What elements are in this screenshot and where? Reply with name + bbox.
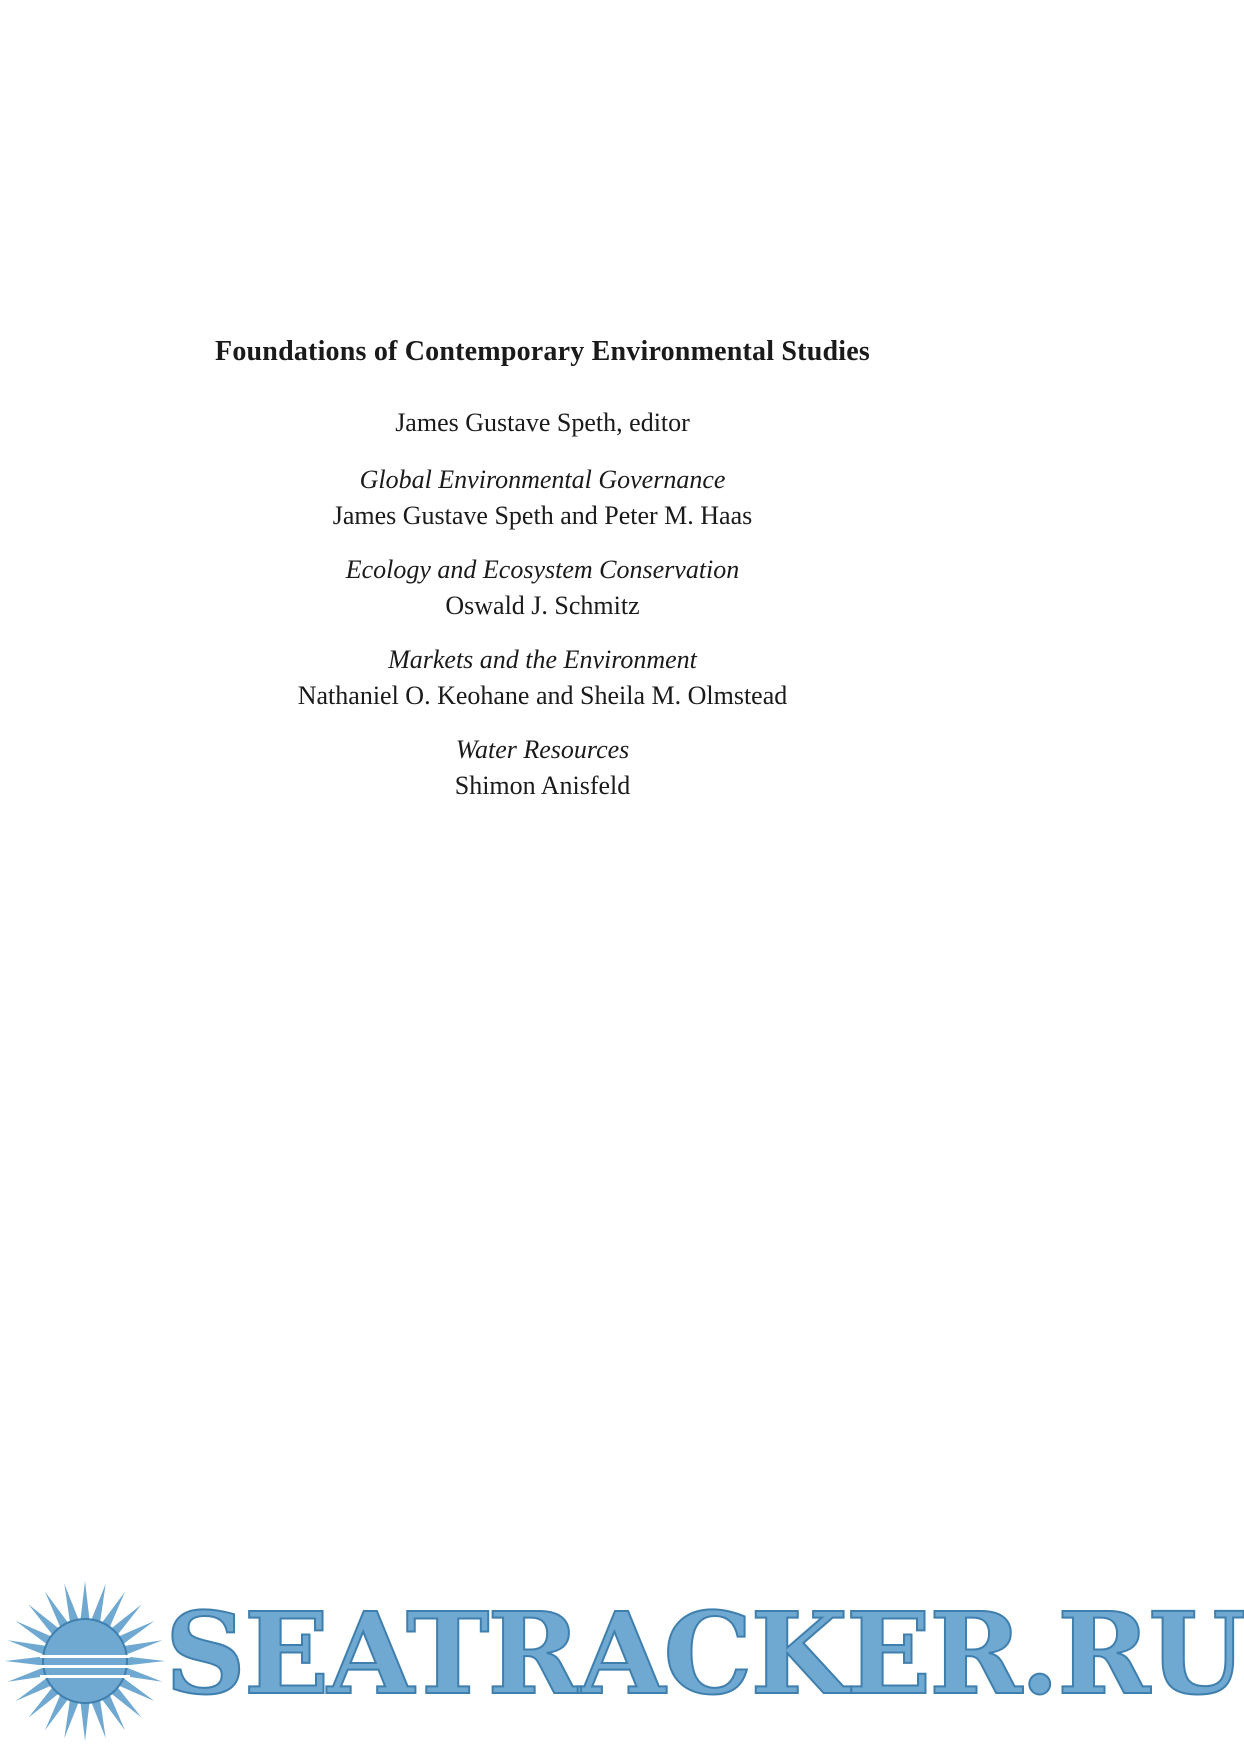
book-entry [0,642,1085,714]
book-title: Water Resources [455,735,630,764]
sun-ray [8,1640,48,1655]
book-entry [0,552,1085,624]
series-editor: James Gustave Speth, editor [395,408,690,437]
book-entry [0,732,1085,804]
sun-ray [80,1581,89,1621]
sun-ray [122,1640,162,1655]
series-title: Foundations of Contemporary Environmental Studies [215,336,870,367]
book-title: Global Environmental Governance [359,465,726,494]
sun-ray [5,1656,45,1665]
sun-ray [64,1698,79,1738]
sun-ray [80,1701,89,1741]
watermark-text: SEATRACKER.RU [165,1589,1244,1720]
book-title: Markets and the Environment [388,645,697,674]
sun-ray [64,1584,79,1624]
sun-ray [8,1667,48,1682]
book-list [0,462,1085,822]
sun-ray [91,1698,106,1738]
sun-ray [91,1584,106,1624]
sun-ray [125,1656,165,1665]
book-authors: Nathaniel O. Keohane and Sheila M. Olmstead [297,681,788,710]
watermark [0,1575,1244,1750]
book-authors: Oswald J. Schmitz [445,591,640,620]
book-authors: Shimon Anisfeld [454,771,631,800]
sun-icon [0,1575,170,1750]
sun-ray [122,1667,162,1682]
book-entry [0,462,1085,534]
book-authors: James Gustave Speth and Peter M. Haas [332,501,753,530]
book-title: Ecology and Ecosystem Conservation [345,555,740,584]
